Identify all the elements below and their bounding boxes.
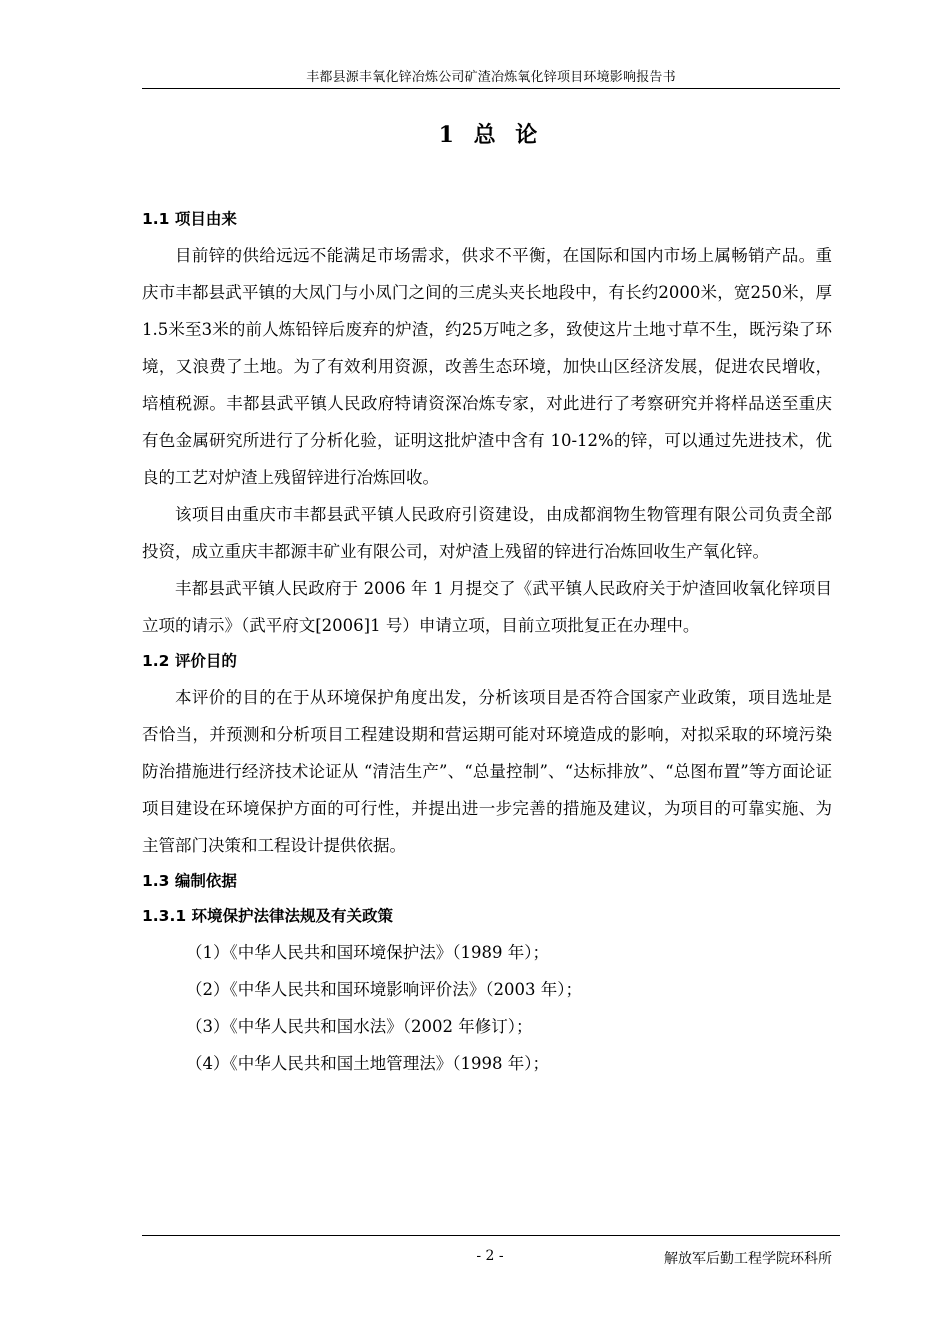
- section-heading-1-3: 1.3 编制依据: [142, 872, 237, 890]
- section-heading-1-1: 1.1 项目由来: [142, 210, 237, 228]
- paragraph: 本评价的目的在于从环境保护角度出发，分析该项目是否符合国家产业政策，项目选址是否恰当，并预测和分析项目工程建设期和营运期可能对环境造成的影响，对拟采取的环境污染防治措施进行经济技术论证从 “清洁生产”、“总量控制”、“达标排放”、“总图布置”等方面论证项目建设在环境保护方面的可行性，并提出进一步完善的措施及建议，为项目的可靠实施、为主管部门决策和工程设计提供依据。: [142, 688, 832, 855]
- paragraph: 该项目由重庆市丰都县武平镇人民政府引资建设，由成都润物生物管理有限公司负责全部投资，成立重庆丰都源丰矿业有限公司，对炉渣上残留的锌进行冶炼回收生产氧化锌。: [142, 505, 832, 561]
- reference-item: （4）《中华人民共和国土地管理法》（1998 年）；: [186, 1054, 549, 1073]
- footer-rule: [142, 1235, 840, 1236]
- reference-item: （3）《中华人民共和国水法》（2002 年修订）；: [186, 1017, 533, 1036]
- paragraph: 丰都县武平镇人民政府于 2006 年 1 月提交了《武平镇人民政府关于炉渣回收氧化锌项目立项的请示》（武平府文[2006]1 号）申请立项，目前立项批复正在办理中。: [142, 579, 832, 635]
- reference-item: （2）《中华人民共和国环境影响评价法》（2003 年）；: [186, 980, 582, 999]
- footer-organization: 解放军后勤工程学院环科所: [664, 1251, 832, 1267]
- header-rule: [142, 88, 840, 89]
- running-header: 丰都县源丰氧化锌冶炼公司矿渣冶炼氧化锌项目环境影响报告书: [306, 70, 676, 85]
- section-heading-1-2: 1.2 评价目的: [142, 652, 237, 670]
- reference-item: （1）《中华人民共和国环境保护法》（1989 年）；: [186, 943, 549, 962]
- chapter-title: 1 总 论: [438, 122, 544, 148]
- page-number: - 2 -: [476, 1248, 504, 1264]
- document-body: [142, 202, 832, 1082]
- paragraph: 目前锌的供给远远不能满足市场需求，供求不平衡，在国际和国内市场上属畅销产品。重庆市丰都县武平镇的大凤门与小凤门之间的三虎头夹长地段中，有长约2000米，宽250米，厚1.5米至3米的前人炼铅锌后废弃的炉渣，约25万吨之多，致使这片土地寸草不生，既污染了环境，又浪费了土地。为了有效利用资源，改善生态环境，加快山区经济发展，促进农民增收，培植税源。丰都县武平镇人民政府特请资深冶炼专家，对此进行了考察研究并将样品送至重庆有色金属研究所进行了分析化验，证明这批炉渣中含有 10-12%的锌，可以通过先进技术，优良的工艺对炉渣上残留锌进行冶炼回收。: [142, 246, 832, 487]
- subsection-heading-1-3-1: 1.3.1 环境保护法律法规及有关政策: [142, 907, 394, 925]
